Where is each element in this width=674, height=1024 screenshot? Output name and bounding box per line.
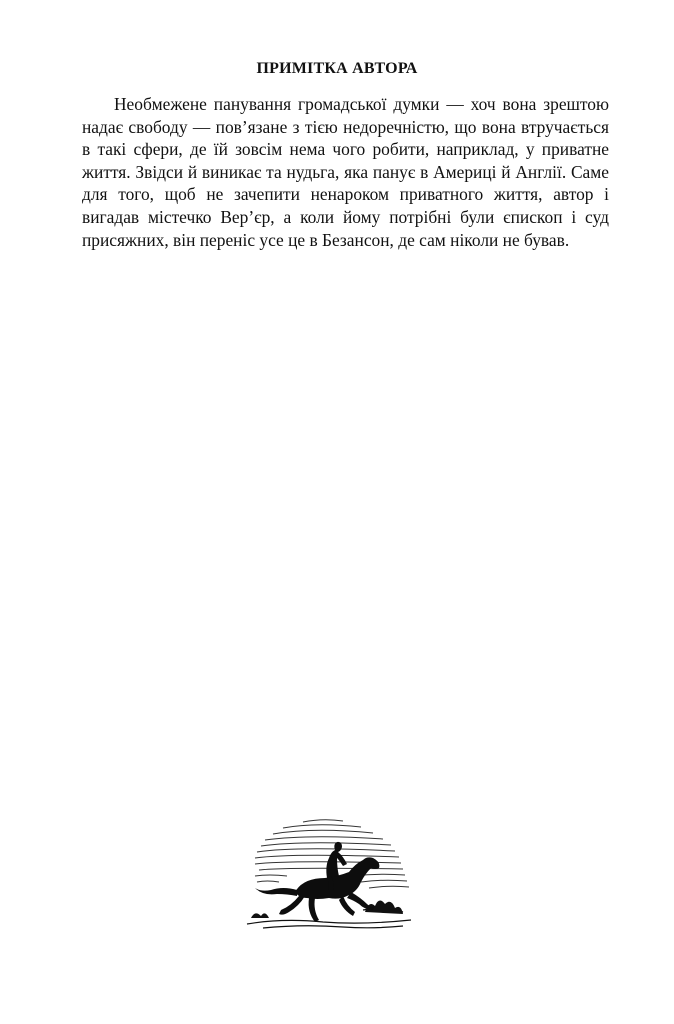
horse-rider-vignette-icon	[243, 812, 415, 932]
page-title: ПРИМІТКА АВТОРА	[256, 60, 418, 77]
body-paragraph: Необмежене панування громадської думки — хоч вона зрештою надає свободу — пов’язане з тією недоречністю, що вона втручається в такі сфери, де їй зовсім нема чого робити, наприклад, у приватне життя. Звідси й виникає та нудьга, яка панує в Америці й Англії. Саме для того, щоб не зачепити ненароком приватного життя, автор і вигадав містечко Вер’єр, а коли йому потрібні були єпископ і суд присяжних, він переніс усе це в Безансон, де сам ніколи не бував.	[82, 94, 609, 250]
